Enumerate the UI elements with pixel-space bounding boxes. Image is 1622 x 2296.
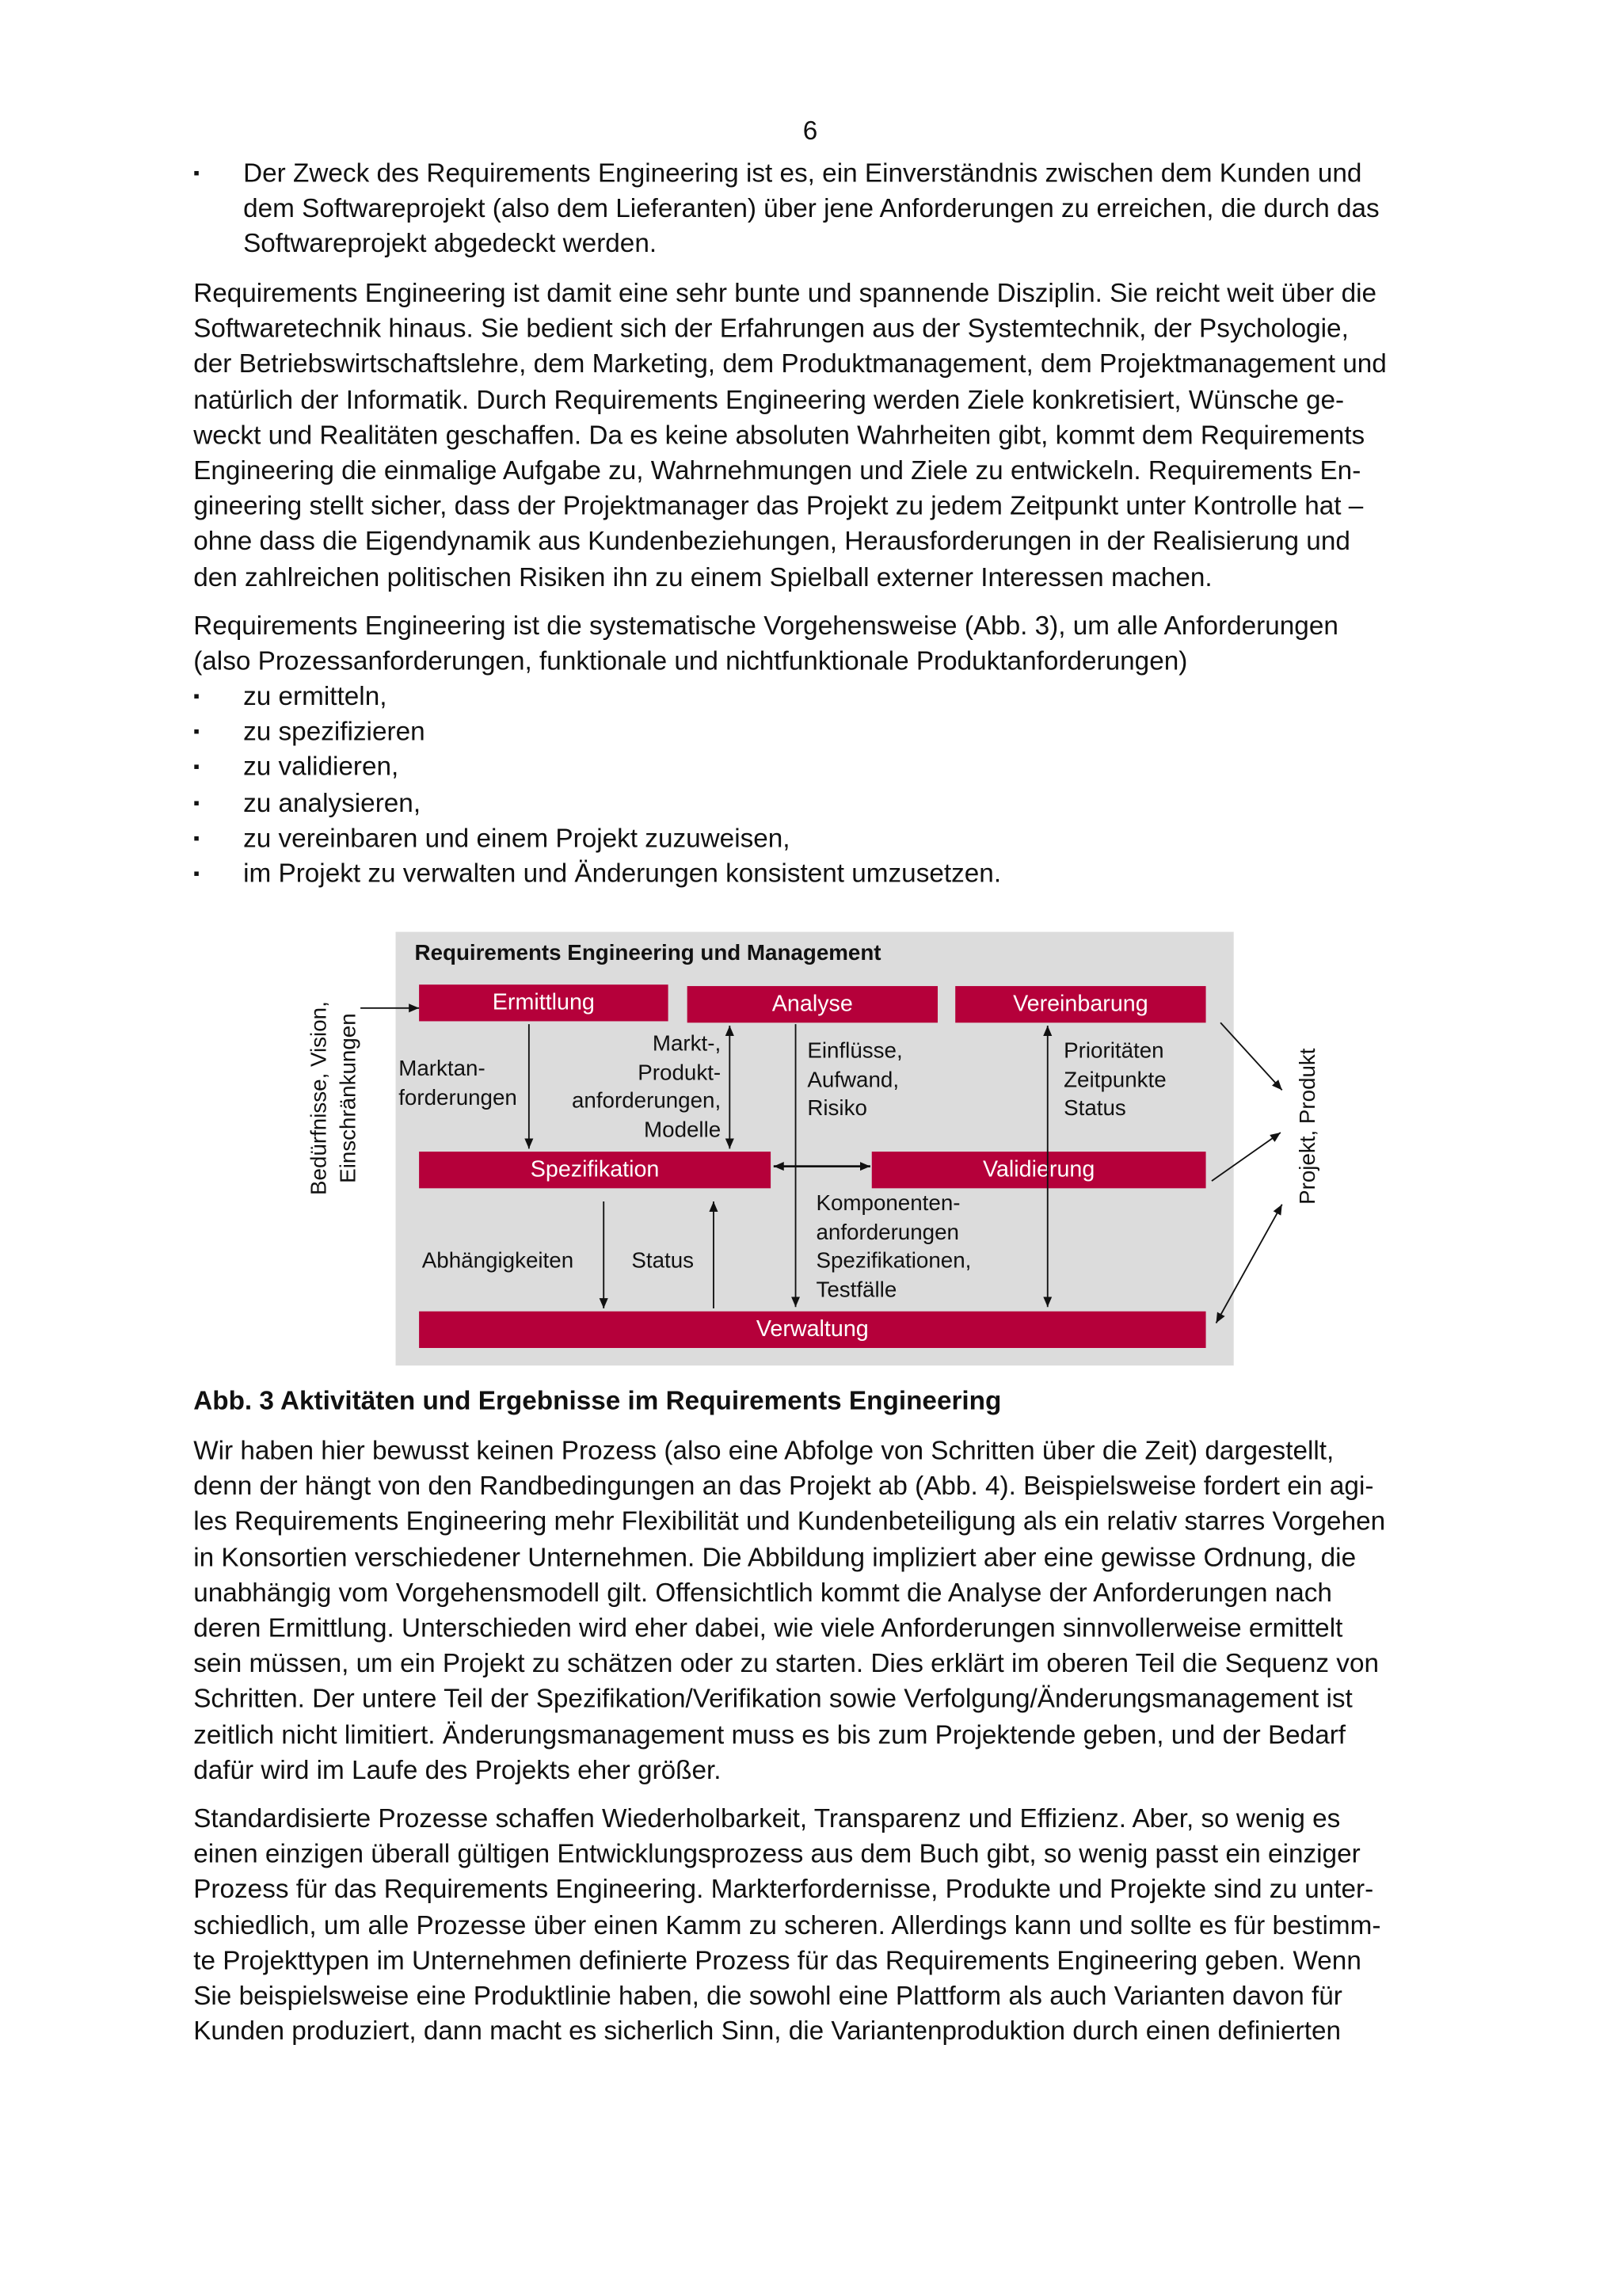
para4-line: Prozess für das Requirements Engineering. Markterfordernisse, Produkte und Projekte sind zu unter- bbox=[193, 1874, 1374, 1904]
para4-line: Kunden produziert, dann macht es sicherlich Sinn, die Variantenproduktion durch einen definierten bbox=[193, 2016, 1342, 2046]
para4-line: Standardisierte Prozesse schaffen Wiederholbarkeit, Transparenz und Effizienz. Aber, so wenig es bbox=[193, 1803, 1341, 1833]
para4-line: Sie beispielsweise eine Produktlinie haben, die sowohl eine Plattform als auch Varianten davon für bbox=[193, 1981, 1342, 2011]
label-line: Marktan- bbox=[398, 1056, 485, 1082]
label-line: Aufwand, bbox=[807, 1067, 900, 1093]
figure-title: Requirements Engineering und Management bbox=[414, 940, 881, 966]
label-marktanforderungen bbox=[398, 1055, 517, 1112]
para3-line: Schritten. Der untere Teil der Spezifikation/Verifikation sowie Verfolgung/Änderungsmanagement ist bbox=[193, 1684, 1353, 1714]
label-line: Risiko bbox=[807, 1095, 867, 1121]
para2-line: Requirements Engineering ist die systematische Vorgehensweise (Abb. 3), um alle Anforderungen bbox=[193, 611, 1338, 641]
label-prioritaeten bbox=[1064, 1038, 1167, 1123]
box-spezifikation: Spezifikation bbox=[419, 1152, 771, 1188]
para1-line: Requirements Engineering ist damit eine sehr bunte und spannende Disziplin. Sie reicht weit über die bbox=[193, 278, 1377, 308]
para3-line: unabhängig vom Vorgehensmodell gilt. Offensichtlich kommt die Analyse der Anforderungen nach bbox=[193, 1578, 1332, 1608]
para3-line: in Konsortien verschiedener Unternehmen. Die Abbildung impliziert aber eine gewisse Ordnung, die bbox=[193, 1542, 1357, 1572]
label-input-needs bbox=[306, 981, 363, 1216]
label-einfluesse bbox=[807, 1038, 902, 1123]
label-line: Status bbox=[1064, 1095, 1126, 1121]
para3-line: denn der hängt von den Randbedingungen an das Projekt ab (Abb. 4). Beispielsweise fordert ein agi- bbox=[193, 1471, 1374, 1501]
para1-line: der Betriebswirtschaftslehre, dem Marketing, dem Produktmanagement, dem Projektmanagement und bbox=[193, 349, 1387, 379]
bullet-marker-icon: ▪ bbox=[193, 827, 200, 848]
label-line: Einschränkungen bbox=[335, 1013, 361, 1183]
label-output-project: Projekt, Produkt bbox=[1295, 1048, 1321, 1205]
para4-line: einen einzigen überall gültigen Entwicklungsprozess aus dem Buch gibt, so wenig passt ein einziger bbox=[193, 1839, 1361, 1869]
para3-line: les Requirements Engineering mehr Flexibilität und Kundenbeteiligung als ein relativ starres Vorgehen bbox=[193, 1506, 1386, 1536]
para1-line: natürlich der Informatik. Durch Requirements Engineering werden Ziele konkretisiert, Wünsche ge- bbox=[193, 384, 1345, 414]
box-validierung: Validierung bbox=[872, 1152, 1206, 1188]
label-line: Testfälle bbox=[816, 1277, 897, 1302]
bullet-item: zu ermitteln, bbox=[243, 681, 387, 711]
label-line: Einflüsse, bbox=[807, 1038, 903, 1064]
label-line: Prioritäten bbox=[1064, 1038, 1164, 1064]
figure-requirements-engineering bbox=[396, 932, 1234, 1366]
para1-line: Engineering die einmalige Aufgabe zu, Wahrnehmungen und Ziele zu entwickeln. Requirements En- bbox=[193, 455, 1361, 485]
label-line: Spezifikationen, bbox=[816, 1248, 972, 1274]
para1-line: den zahlreichen politischen Risiken ihn zu einem Spielball externer Interessen machen. bbox=[193, 562, 1213, 592]
bullet-item: im Projekt zu verwalten und Änderungen konsistent umzusetzen. bbox=[243, 859, 1002, 889]
figure-caption: Abb. 3 Aktivitäten und Ergebnisse im Requirements Engineering bbox=[193, 1386, 1002, 1416]
bullet-item: zu vereinbaren und einem Projekt zuzuweisen, bbox=[243, 823, 790, 853]
page-number: 6 bbox=[802, 116, 818, 146]
box-vereinbarung: Vereinbarung bbox=[955, 986, 1205, 1022]
para1-line: weckt und Realitäten geschaffen. Da es keine absoluten Wahrheiten gibt, kommt dem Requirements bbox=[193, 420, 1365, 450]
para2-line: (also Prozessanforderungen, funktionale und nichtfunktionale Produktanforderungen) bbox=[193, 646, 1188, 676]
bullet-item: zu spezifizieren bbox=[243, 716, 425, 746]
intro-bullet-line: Softwareprojekt abgedeckt werden. bbox=[243, 229, 657, 259]
box-verwaltung: Verwaltung bbox=[419, 1312, 1205, 1348]
label-komponenten bbox=[816, 1190, 971, 1304]
para3-line: sein müssen, um ein Projekt zu schätzen oder zu starten. Dies erklärt im oberen Teil die Sequenz von bbox=[193, 1648, 1379, 1678]
intro-bullet-line: dem Softwareprojekt (also dem Lieferanten) über jene Anforderungen zu erreichen, die durch das bbox=[243, 193, 1380, 223]
bullet-marker-icon: ▪ bbox=[193, 685, 200, 706]
para1-line: Softwaretechnik hinaus. Sie bedient sich der Erfahrungen aus der Systemtechnik, der Psychologie, bbox=[193, 314, 1349, 344]
bullet-marker-icon: ▪ bbox=[193, 162, 200, 184]
intro-bullet-line: Der Zweck des Requirements Engineering ist es, ein Einverständnis zwischen dem Kunden und bbox=[243, 158, 1362, 188]
para4-line: te Projekttypen im Unternehmen definierte Prozess für das Requirements Engineering geben. Wenn bbox=[193, 1945, 1361, 1975]
label-line: Zeitpunkte bbox=[1064, 1067, 1167, 1093]
label-line: Markt-, bbox=[652, 1031, 722, 1057]
bullet-marker-icon: ▪ bbox=[193, 862, 200, 884]
label-line: anforderungen, bbox=[571, 1088, 722, 1114]
label-status: Status bbox=[631, 1248, 695, 1274]
label-line: Modelle bbox=[644, 1117, 722, 1143]
label-line: forderungen bbox=[398, 1084, 517, 1110]
bullet-item: zu validieren, bbox=[243, 752, 399, 782]
bullet-marker-icon: ▪ bbox=[193, 756, 200, 778]
label-abhaengigkeiten: Abhängigkeiten bbox=[421, 1248, 574, 1274]
bullet-marker-icon: ▪ bbox=[193, 792, 200, 813]
para1-line: ohne dass die Eigendynamik aus Kundenbeziehungen, Herausforderungen in der Realisierung und bbox=[193, 526, 1350, 556]
box-analyse: Analyse bbox=[687, 986, 938, 1022]
box-ermittlung: Ermittlung bbox=[419, 984, 668, 1021]
para4-line: schiedlich, um alle Prozesse über einen Kamm zu scheren. Allerdings kann und sollte es für bestimm- bbox=[193, 1910, 1381, 1940]
bullet-marker-icon: ▪ bbox=[193, 721, 200, 742]
label-line: Produkt- bbox=[638, 1060, 722, 1085]
para3-line: Wir haben hier bewusst keinen Prozess (also eine Abfolge von Schritten über die Zeit) dargestellt, bbox=[193, 1436, 1335, 1465]
bullet-item: zu analysieren, bbox=[243, 787, 421, 817]
label-line: Komponenten- bbox=[816, 1191, 961, 1217]
para3-line: deren Ermittlung. Unterschieden wird eher dabei, wie viele Anforderungen sinnvollerweise ermittelt bbox=[193, 1613, 1343, 1643]
para3-line: zeitlich nicht limitiert. Änderungsmanagement muss es bis zum Projektende geben, und der Bedarf bbox=[193, 1719, 1346, 1750]
label-line: Bedürfnisse, Vision, bbox=[307, 1001, 333, 1195]
para1-line: gineering stellt sicher, dass der Projektmanager das Projekt zu jedem Zeitpunkt unter Kontrolle hat – bbox=[193, 491, 1364, 521]
label-produktanforderungen bbox=[543, 1030, 722, 1144]
para3-line: dafür wird im Laufe des Projekts eher größer. bbox=[193, 1754, 722, 1784]
label-line: anforderungen bbox=[816, 1220, 959, 1245]
